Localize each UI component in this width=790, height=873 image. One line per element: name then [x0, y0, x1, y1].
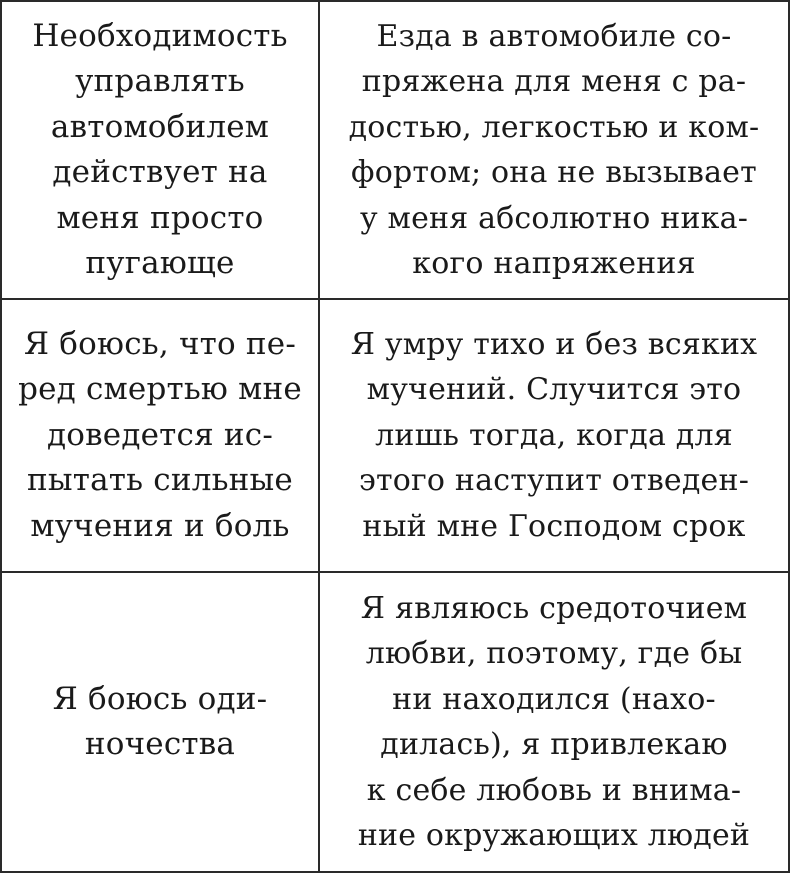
cell-text-line: лишь тогда, когда для [375, 417, 733, 453]
cell-text-line: мучений. Случится это [366, 372, 742, 408]
cell-text-line: действует на [52, 154, 268, 190]
cell-text-line: ние окружающих людей [357, 818, 751, 853]
cell-text-line: кого напряжения [412, 246, 696, 281]
cell-text-line: Я боюсь, что пе- [24, 325, 296, 362]
table-cell-positive-affirmation [320, 2, 788, 300]
cell-text-line: этого наступит отведен- [358, 463, 750, 499]
cell-text-line: Необходимость [32, 17, 288, 54]
cell-text-line: Езда в автомобиле со- [376, 18, 732, 54]
cell-text-line: автомобилем [50, 108, 270, 145]
cell-text-line: пытать сильные [27, 462, 293, 499]
table-cell-negative-belief [2, 573, 320, 871]
cell-text-line: ный мне Господом срок [362, 508, 746, 544]
cell-text-line: Я умру тихо и без всяких [350, 326, 758, 362]
cell-text-line: меня просто [56, 199, 264, 236]
cell-text-line: у меня абсолютно ника- [359, 200, 749, 236]
table-cell-positive-affirmation [320, 300, 788, 573]
cell-text-line: к себе любовь и внима- [366, 772, 742, 808]
cell-text-line: любви, поэтому, где бы [365, 636, 743, 671]
cell-text-line: дилась), я привлекаю [380, 727, 728, 762]
table-cell-negative-belief [2, 300, 320, 573]
table-cell-negative-belief [2, 2, 320, 300]
cell-text-line: ночества [84, 726, 236, 762]
cell-text-line: Я являюсь средоточием [360, 590, 748, 626]
cell-text-line: фортом; она не вызывает [351, 155, 757, 190]
cell-text-line: доведется ис- [46, 416, 273, 453]
cell-text-line: ни находился (нахо- [392, 681, 716, 717]
cell-text-line: достью, легкостью и ком- [348, 109, 760, 145]
cell-text-line: пугающе [85, 245, 235, 281]
cell-text-line: Я боюсь оди- [52, 680, 268, 717]
cell-text-line: пряжена для меня с ра- [361, 64, 747, 99]
cell-text-line: ред смертью мне [18, 371, 302, 408]
cell-text-line: управлять [75, 63, 245, 99]
cell-text-line: мучения и боль [30, 507, 290, 544]
table-cell-positive-affirmation [320, 573, 788, 871]
